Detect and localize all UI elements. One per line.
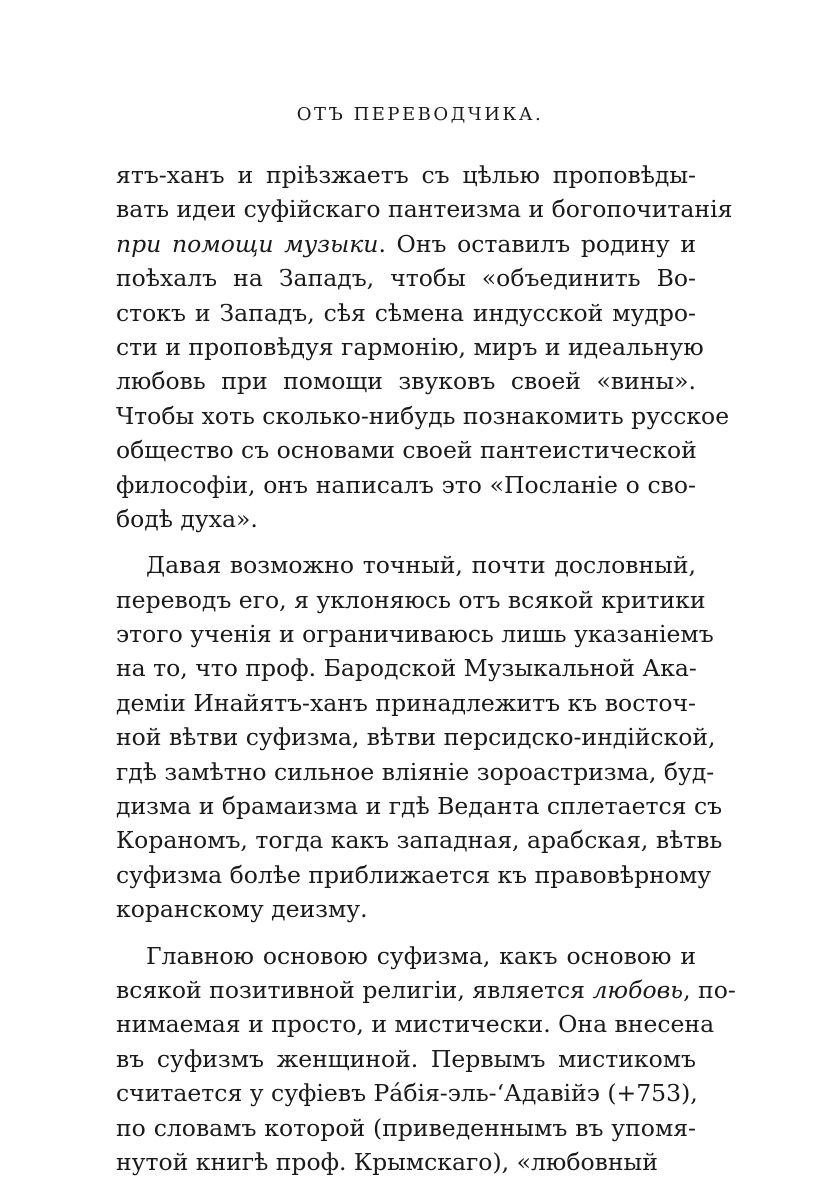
text-segment: вать идеи суфiйскаго пантеизма и богопочитанiя [116, 195, 733, 224]
text-segment: стокъ и Западъ, сѣя сѣмена индусской мудро- [116, 298, 696, 327]
text-line [116, 158, 696, 192]
text-segment: дизма и брамаизма и гдѣ Веданта сплетается съ [116, 792, 723, 821]
text-segment: , по- [683, 975, 736, 1004]
text-line [116, 1076, 696, 1110]
text-segment: этого ученiя и ограничиваюсь лишь указанiемъ [116, 620, 714, 649]
text-line [116, 296, 696, 330]
text-segment: нимаемая и просто, и мистически. Она внесена [116, 1010, 715, 1039]
text-segment: Чтобы хоть сколько-нибудь познакомить русское [116, 401, 730, 430]
text-line [116, 617, 714, 651]
text-line [116, 973, 736, 1007]
text-line [116, 858, 712, 892]
paragraph [116, 158, 733, 536]
paragraph [116, 939, 736, 1180]
italic-segment: любовь [592, 975, 684, 1004]
text-line [116, 192, 733, 226]
text-segment: демiи Инайятъ-ханъ принадлежитъ къ восточ- [116, 688, 696, 717]
text-segment: бодѣ духа». [116, 504, 258, 533]
text-line [116, 468, 696, 502]
text-segment: любовь при помощи звуковъ своей «вины». [116, 367, 696, 396]
text-line [116, 1111, 696, 1145]
text-segment: сти и проповѣдуя гармонiю, миръ и идеальную [116, 332, 704, 361]
text-line [116, 720, 716, 754]
text-line [116, 789, 723, 823]
text-line [116, 939, 696, 973]
text-line [116, 1007, 715, 1041]
text-segment: ятъ-ханъ и прiѣзжаетъ съ цѣлью проповѣды- [116, 161, 696, 189]
text-line [116, 1042, 696, 1076]
text-segment: Давая возможно точный, почти дословный, [146, 551, 696, 580]
text-line [116, 399, 730, 433]
text-line [116, 548, 696, 582]
text-segment: . Онъ оставилъ родину и [378, 229, 696, 258]
text-line [116, 583, 706, 617]
text-line [116, 651, 696, 685]
text-segment: переводъ его, я уклоняюсь отъ всякой критики [116, 585, 706, 614]
text-segment: ной вѣтви суфизма, вѣтви персидско-индiйской, [116, 723, 716, 752]
text-segment: нутой книгѣ проф. Крымскаго), «любовный [116, 1147, 658, 1176]
text-segment: на то, что проф. Бародской Музыкальной Ака- [116, 654, 697, 683]
text-segment: Главною основою суфизма, какъ основою и [146, 941, 696, 970]
text-line [116, 823, 723, 857]
paragraph [116, 548, 723, 926]
italic-segment: при помощи музыки [116, 229, 379, 258]
text-segment: по словамъ которой (приведеннымъ въ упомя- [116, 1113, 696, 1142]
text-line [116, 261, 696, 295]
text-line [116, 1145, 696, 1179]
text-line [116, 364, 696, 398]
text-segment: въ суфизмъ женщиной. Первымъ мистикомъ [116, 1044, 696, 1073]
text-line [116, 892, 696, 926]
text-segment: Кораномъ, тогда какъ западная, арабская, вѣтвь [116, 826, 723, 855]
body-text [116, 158, 736, 1179]
text-line [116, 502, 696, 536]
text-line [116, 227, 696, 261]
text-line [116, 686, 696, 720]
text-segment: философiи, онъ написалъ это «Посланiе о сво- [116, 470, 696, 499]
text-segment: всякой позитивной религiи, является [116, 975, 593, 1004]
text-segment: коранскому деизму. [116, 895, 368, 924]
text-segment: считается у суфiевъ Рáбiя-эль-‘Адавiйэ (+753), [116, 1079, 698, 1108]
text-line [116, 755, 715, 789]
text-segment: поѣхалъ на Западъ, чтобы «объединить Во- [116, 264, 696, 293]
text-segment: суфизма болѣе приближается къ правовѣрному [116, 860, 712, 889]
text-segment: общество съ основами своей пантеистической [116, 436, 697, 465]
text-line [116, 433, 696, 467]
text-line [116, 330, 704, 364]
text-segment: гдѣ замѣтно сильное влiянiе зороастризма, буд- [116, 757, 715, 786]
running-head: ОТЪ ПЕРЕВОДЧИКА. [296, 104, 544, 125]
